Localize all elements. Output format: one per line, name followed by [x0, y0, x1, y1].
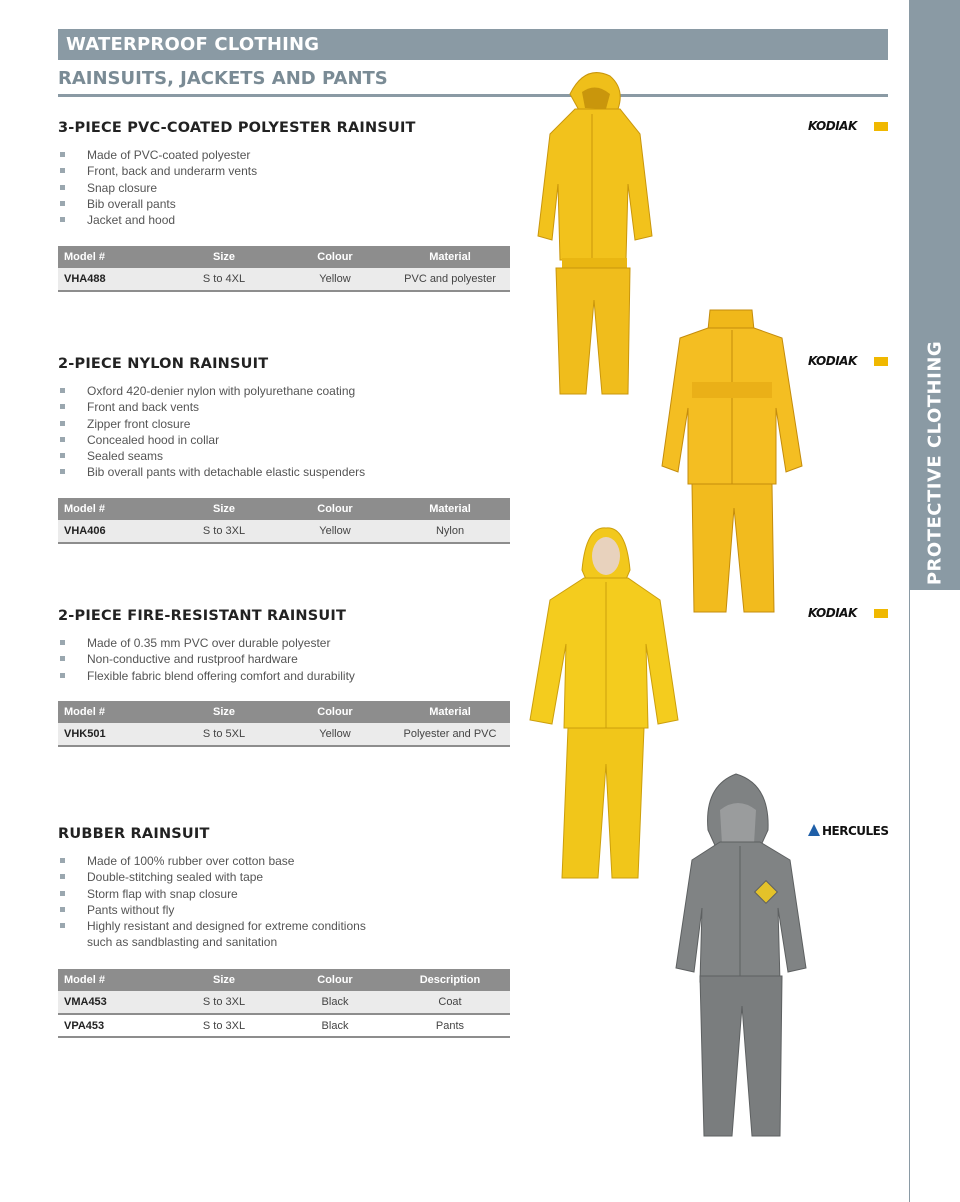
- table-row: [58, 991, 510, 1014]
- product-title: 2-PIECE NYLON RAINSUIT: [58, 356, 269, 372]
- bullet-icon: [60, 388, 65, 393]
- product-rubber-rainsuit: [58, 826, 510, 1032]
- product-title: RUBBER RAINSUIT: [58, 826, 210, 842]
- feature-item: Snap closure: [58, 180, 510, 196]
- column-header: Colour: [280, 969, 390, 991]
- column-header: Model #: [58, 498, 168, 520]
- hercules-mark-icon: [808, 824, 820, 836]
- feature-item: Bib overall pants with detachable elastic suspenders: [58, 464, 510, 480]
- column-header: Size: [168, 969, 280, 991]
- column-header: Material: [390, 701, 510, 723]
- column-header: Model #: [58, 701, 168, 723]
- feature-list: [58, 383, 510, 481]
- subtitle-divider: [58, 94, 888, 97]
- feature-item: Highly resistant and designed for extreme conditions such as sandblasting and sanitation: [58, 918, 378, 951]
- bullet-icon: [60, 421, 65, 426]
- section-title: WATERPROOF CLOTHING: [66, 34, 320, 55]
- rubber-rainsuit-image: [674, 770, 808, 1140]
- bullet-icon: [60, 168, 65, 173]
- feature-item: Storm flap with snap closure: [58, 886, 510, 902]
- feature-item: Made of 0.35 mm PVC over durable polyester: [58, 635, 510, 651]
- bullet-icon: [60, 152, 65, 157]
- column-header: Size: [168, 498, 280, 520]
- table-row: [58, 520, 510, 543]
- bullet-icon: [60, 217, 65, 222]
- pvc-rainsuit-image: [530, 64, 660, 396]
- kodiak-logo: KODIAK: [808, 607, 888, 620]
- bullet-icon: [60, 640, 65, 645]
- colour-cell: Yellow: [280, 268, 390, 291]
- side-tab: [909, 0, 960, 590]
- bullet-icon: [60, 656, 65, 661]
- feature-item: Double-stitching sealed with tape: [58, 869, 510, 885]
- size-cell: S to 5XL: [168, 723, 280, 746]
- feature-list: [58, 147, 510, 228]
- model-cell: VHK501: [58, 723, 168, 746]
- size-cell: S to 3XL: [168, 991, 280, 1014]
- feature-item: Jacket and hood: [58, 212, 510, 228]
- colour-cell: Black: [280, 991, 390, 1014]
- kodiak-logo: KODIAK: [808, 355, 888, 368]
- product-title: 3-PIECE PVC-COATED POLYESTER RAINSUIT: [58, 120, 416, 136]
- feature-item: Made of 100% rubber over cotton base: [58, 853, 510, 869]
- bullet-icon: [60, 185, 65, 190]
- model-cell: VMA453: [58, 991, 168, 1014]
- column-header: Colour: [280, 701, 390, 723]
- table-header-row: [58, 969, 510, 991]
- spec-table: [58, 498, 510, 544]
- table-row: [58, 1014, 510, 1037]
- feature-list: [58, 635, 510, 684]
- table-row: [58, 723, 510, 746]
- column-header: Colour: [280, 246, 390, 268]
- feature-item: Front, back and underarm vents: [58, 163, 510, 179]
- material-cell: Polyester and PVC: [390, 723, 510, 746]
- bullet-icon: [60, 437, 65, 442]
- table-row: [58, 268, 510, 291]
- colour-cell: Black: [280, 1014, 390, 1037]
- bullet-icon: [60, 453, 65, 458]
- hercules-logo: HERCULES: [808, 824, 889, 838]
- size-cell: S to 4XL: [168, 268, 280, 291]
- feature-item: Concealed hood in collar: [58, 432, 510, 448]
- size-cell: S to 3XL: [168, 520, 280, 543]
- feature-item: Zipper front closure: [58, 416, 510, 432]
- feature-item: Made of PVC-coated polyester: [58, 147, 510, 163]
- feature-item: Flexible fabric blend offering comfort and durability: [58, 668, 510, 684]
- product-nylon-rainsuit: [58, 356, 510, 537]
- column-header: Material: [390, 498, 510, 520]
- material-cell: PVC and polyester: [390, 268, 510, 291]
- model-cell: VHA406: [58, 520, 168, 543]
- model-cell: VHA488: [58, 268, 168, 291]
- colour-cell: Yellow: [280, 520, 390, 543]
- feature-item: Pants without fly: [58, 902, 510, 918]
- product-title: 2-PIECE FIRE-RESISTANT RAINSUIT: [58, 608, 347, 624]
- feature-item: Oxford 420-denier nylon with polyurethane coating: [58, 383, 510, 399]
- kodiak-logo: KODIAK: [808, 120, 888, 133]
- section-title-bar: [58, 29, 888, 60]
- side-divider: [909, 590, 910, 1202]
- page-subtitle: RAINSUITS, JACKETS AND PANTS: [58, 68, 388, 89]
- table-header-row: [58, 498, 510, 520]
- spec-table: [58, 969, 510, 1038]
- bullet-icon: [60, 469, 65, 474]
- column-header: Colour: [280, 498, 390, 520]
- size-cell: S to 3XL: [168, 1014, 280, 1037]
- column-header: Description: [390, 969, 510, 991]
- colour-cell: Yellow: [280, 723, 390, 746]
- table-header-row: [58, 246, 510, 268]
- bullet-icon: [60, 874, 65, 879]
- fire-resistant-rainsuit-image: [526, 524, 682, 882]
- column-header: Size: [168, 701, 280, 723]
- bullet-icon: [60, 891, 65, 896]
- material-cell: Nylon: [390, 520, 510, 543]
- side-tab-label: PROTECTIVE CLOTHING: [924, 340, 945, 586]
- bullet-icon: [60, 858, 65, 863]
- product-fire-resistant-rainsuit: [58, 608, 510, 740]
- model-cell: VPA453: [58, 1014, 168, 1037]
- bullet-icon: [60, 673, 65, 678]
- feature-item: Bib overall pants: [58, 196, 510, 212]
- bullet-icon: [60, 907, 65, 912]
- bullet-icon: [60, 201, 65, 206]
- column-header: Size: [168, 246, 280, 268]
- feature-list: [58, 853, 510, 951]
- description-cell: Coat: [390, 991, 510, 1014]
- table-header-row: [58, 701, 510, 723]
- bullet-icon: [60, 404, 65, 409]
- column-header: Model #: [58, 246, 168, 268]
- feature-item: Front and back vents: [58, 399, 510, 415]
- description-cell: Pants: [390, 1014, 510, 1037]
- product-pvc-polyester-rainsuit: [58, 120, 510, 285]
- spec-table: [58, 701, 510, 747]
- feature-item: Sealed seams: [58, 448, 510, 464]
- column-header: Model #: [58, 969, 168, 991]
- column-header: Material: [390, 246, 510, 268]
- spec-table: [58, 246, 510, 292]
- bullet-icon: [60, 923, 65, 928]
- feature-item: Non-conductive and rustproof hardware: [58, 651, 510, 667]
